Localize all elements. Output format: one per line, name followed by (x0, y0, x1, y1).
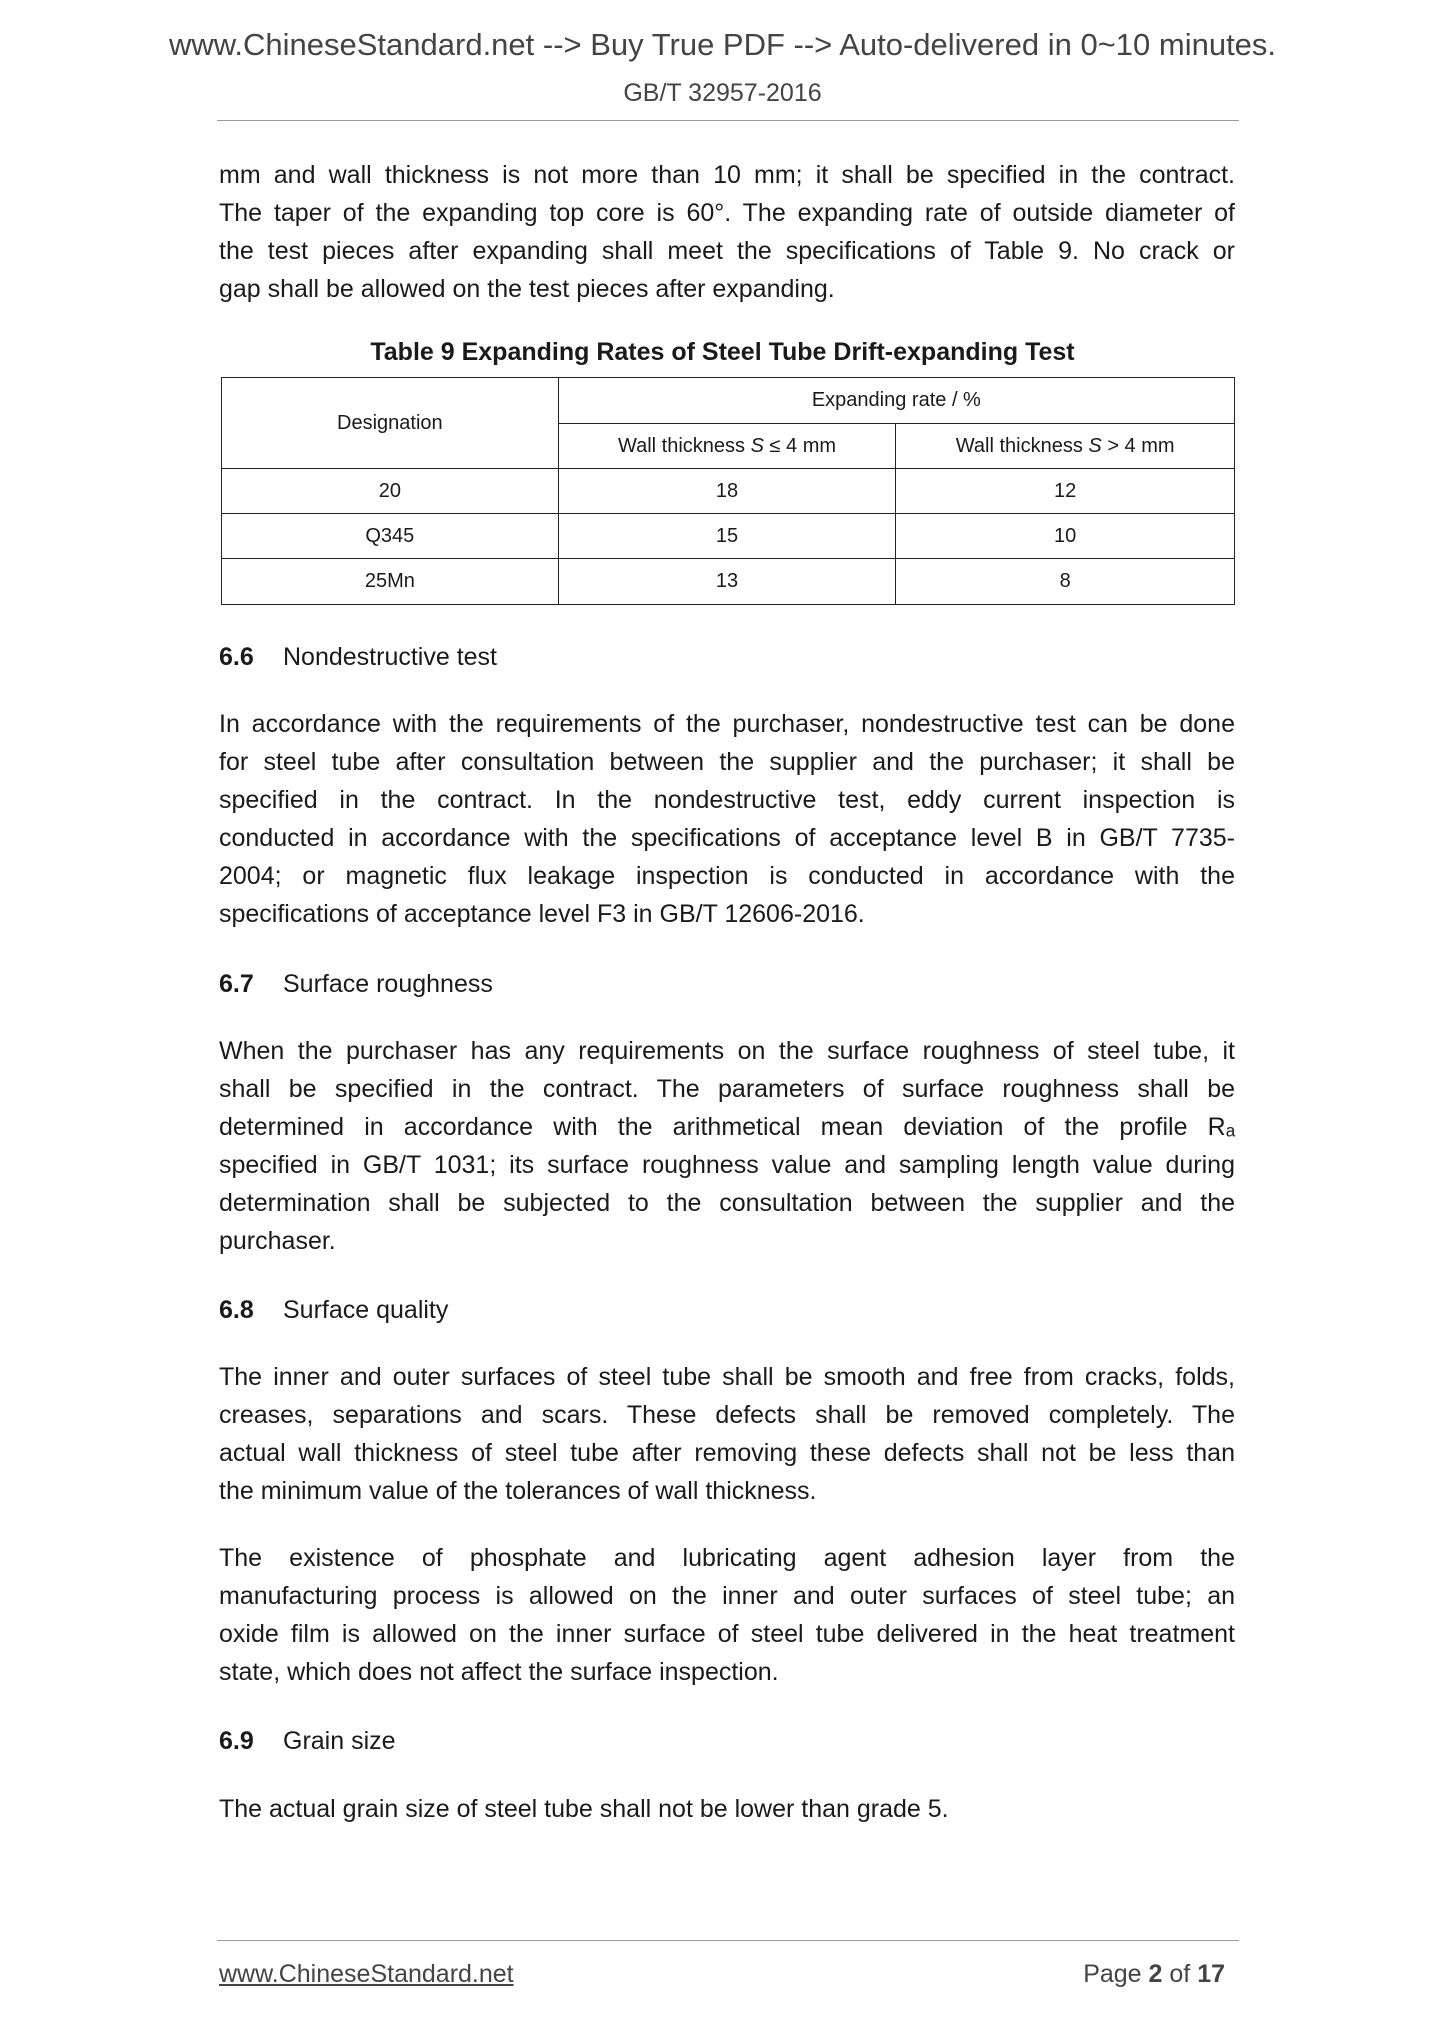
page-number: Page 2 of 17 (1083, 1960, 1225, 1988)
text-line: 2004; or magnetic flux leakage inspection is conducted in accordance with the (219, 862, 1235, 890)
text-line: gap shall be allowed on the test pieces after expanding. (219, 275, 835, 303)
expanding-rates-table (221, 377, 1235, 605)
footer-rule (217, 1940, 1239, 1941)
header-designation: Designation (222, 378, 559, 469)
section-number: 6.8 (219, 1296, 254, 1324)
text-line: The actual grain size of steel tube shall not be lower than grade 5. (219, 1795, 949, 1823)
text-line: The inner and outer surfaces of steel tube shall be smooth and free from cracks, folds, (219, 1363, 1235, 1391)
section-heading-6-7 (219, 965, 1235, 1003)
text-line: determined in accordance with the arithmetical mean deviation of the profile Rₐ (219, 1113, 1235, 1141)
text-line: specifications of acceptance level F3 in GB/T 12606-2016. (219, 900, 865, 928)
section-title: Surface roughness (283, 970, 493, 998)
text-line: shall be specified in the contract. The parameters of surface roughness shall be (219, 1075, 1235, 1103)
table-row (222, 559, 1235, 605)
section-number: 6.9 (219, 1727, 254, 1755)
text-line: state, which does not affect the surface inspection. (219, 1658, 779, 1686)
text-line: determination shall be subjected to the consultation between the supplier and the (219, 1189, 1235, 1217)
document-id: GB/T 32957-2016 (623, 79, 822, 107)
table-row (222, 469, 1235, 514)
table-cell: 15 (558, 514, 896, 559)
section-title: Surface quality (283, 1296, 449, 1324)
text-line: When the purchaser has any requirements on the surface roughness of steel tube, it (219, 1037, 1235, 1065)
section-title: Grain size (283, 1727, 396, 1755)
table-cell: 10 (896, 514, 1235, 559)
text-line: specified in the contract. In the nondestructive test, eddy current inspection is (219, 786, 1235, 814)
text-line: The existence of phosphate and lubricating agent adhesion layer from the (219, 1544, 1235, 1572)
intro-paragraph (219, 156, 1235, 308)
text-line: oxide film is allowed on the inner surface of steel tube delivered in the heat treatment (219, 1620, 1235, 1648)
table-cell: 13 (558, 559, 896, 605)
section-title: Nondestructive test (283, 643, 497, 671)
table-row (222, 514, 1235, 559)
text-line: the minimum value of the tolerances of wall thickness. (219, 1477, 817, 1505)
paragraph (219, 1790, 1235, 1828)
header-wall-gt-4: Wall thickness S > 4 mm (896, 424, 1235, 469)
paragraph (219, 705, 1235, 933)
text-line: In accordance with the requirements of the purchaser, nondestructive test can be done (219, 710, 1235, 738)
text-line: manufacturing process is allowed on the inner and outer surfaces of steel tube; an (219, 1582, 1235, 1610)
text-line: mm and wall thickness is not more than 10 mm; it shall be specified in the contract. (219, 161, 1235, 189)
text-line: creases, separations and scars. These defects shall be removed completely. The (219, 1401, 1235, 1429)
paragraph (219, 1032, 1235, 1260)
section-heading-6-6 (219, 638, 1235, 676)
text-line: for steel tube after consultation between the supplier and the purchaser; it shall be (219, 748, 1235, 776)
text-line: The taper of the expanding top core is 60°. The expanding rate of outside diameter of (219, 199, 1235, 227)
header-rule (217, 120, 1239, 121)
text-line: specified in GB/T 1031; its surface roughness value and sampling length value during (219, 1151, 1235, 1179)
text-line: purchaser. (219, 1227, 336, 1255)
table-title: Table 9 Expanding Rates of Steel Tube Drift-expanding Test (370, 338, 1075, 366)
table-cell: 12 (896, 469, 1235, 514)
text-line: actual wall thickness of steel tube after removing these defects shall not be less than (219, 1439, 1235, 1467)
header-wall-le-4: Wall thickness S ≤ 4 mm (558, 424, 896, 469)
section-heading-6-8 (219, 1291, 1235, 1329)
text-line: the test pieces after expanding shall meet the specifications of Table 9. No crack or (219, 237, 1235, 265)
table-cell: Q345 (222, 514, 559, 559)
section-number: 6.7 (219, 970, 254, 998)
section-heading-6-9 (219, 1722, 1235, 1760)
table-cell: 25Mn (222, 559, 559, 605)
paragraph (219, 1358, 1235, 1510)
table-cell: 20 (222, 469, 559, 514)
section-number: 6.6 (219, 643, 254, 671)
paragraph (219, 1539, 1235, 1691)
table-cell: 18 (558, 469, 896, 514)
header-expanding-rate: Expanding rate / % (558, 378, 1234, 424)
table-cell: 8 (896, 559, 1235, 605)
header-banner[interactable]: www.ChineseStandard.net --> Buy True PDF --> Auto-delivered in 0~10 minutes. (168, 27, 1277, 62)
footer-link[interactable]: www.ChineseStandard.net (219, 1960, 514, 1988)
text-line: conducted in accordance with the specifications of acceptance level B in GB/T 7735- (219, 824, 1235, 852)
